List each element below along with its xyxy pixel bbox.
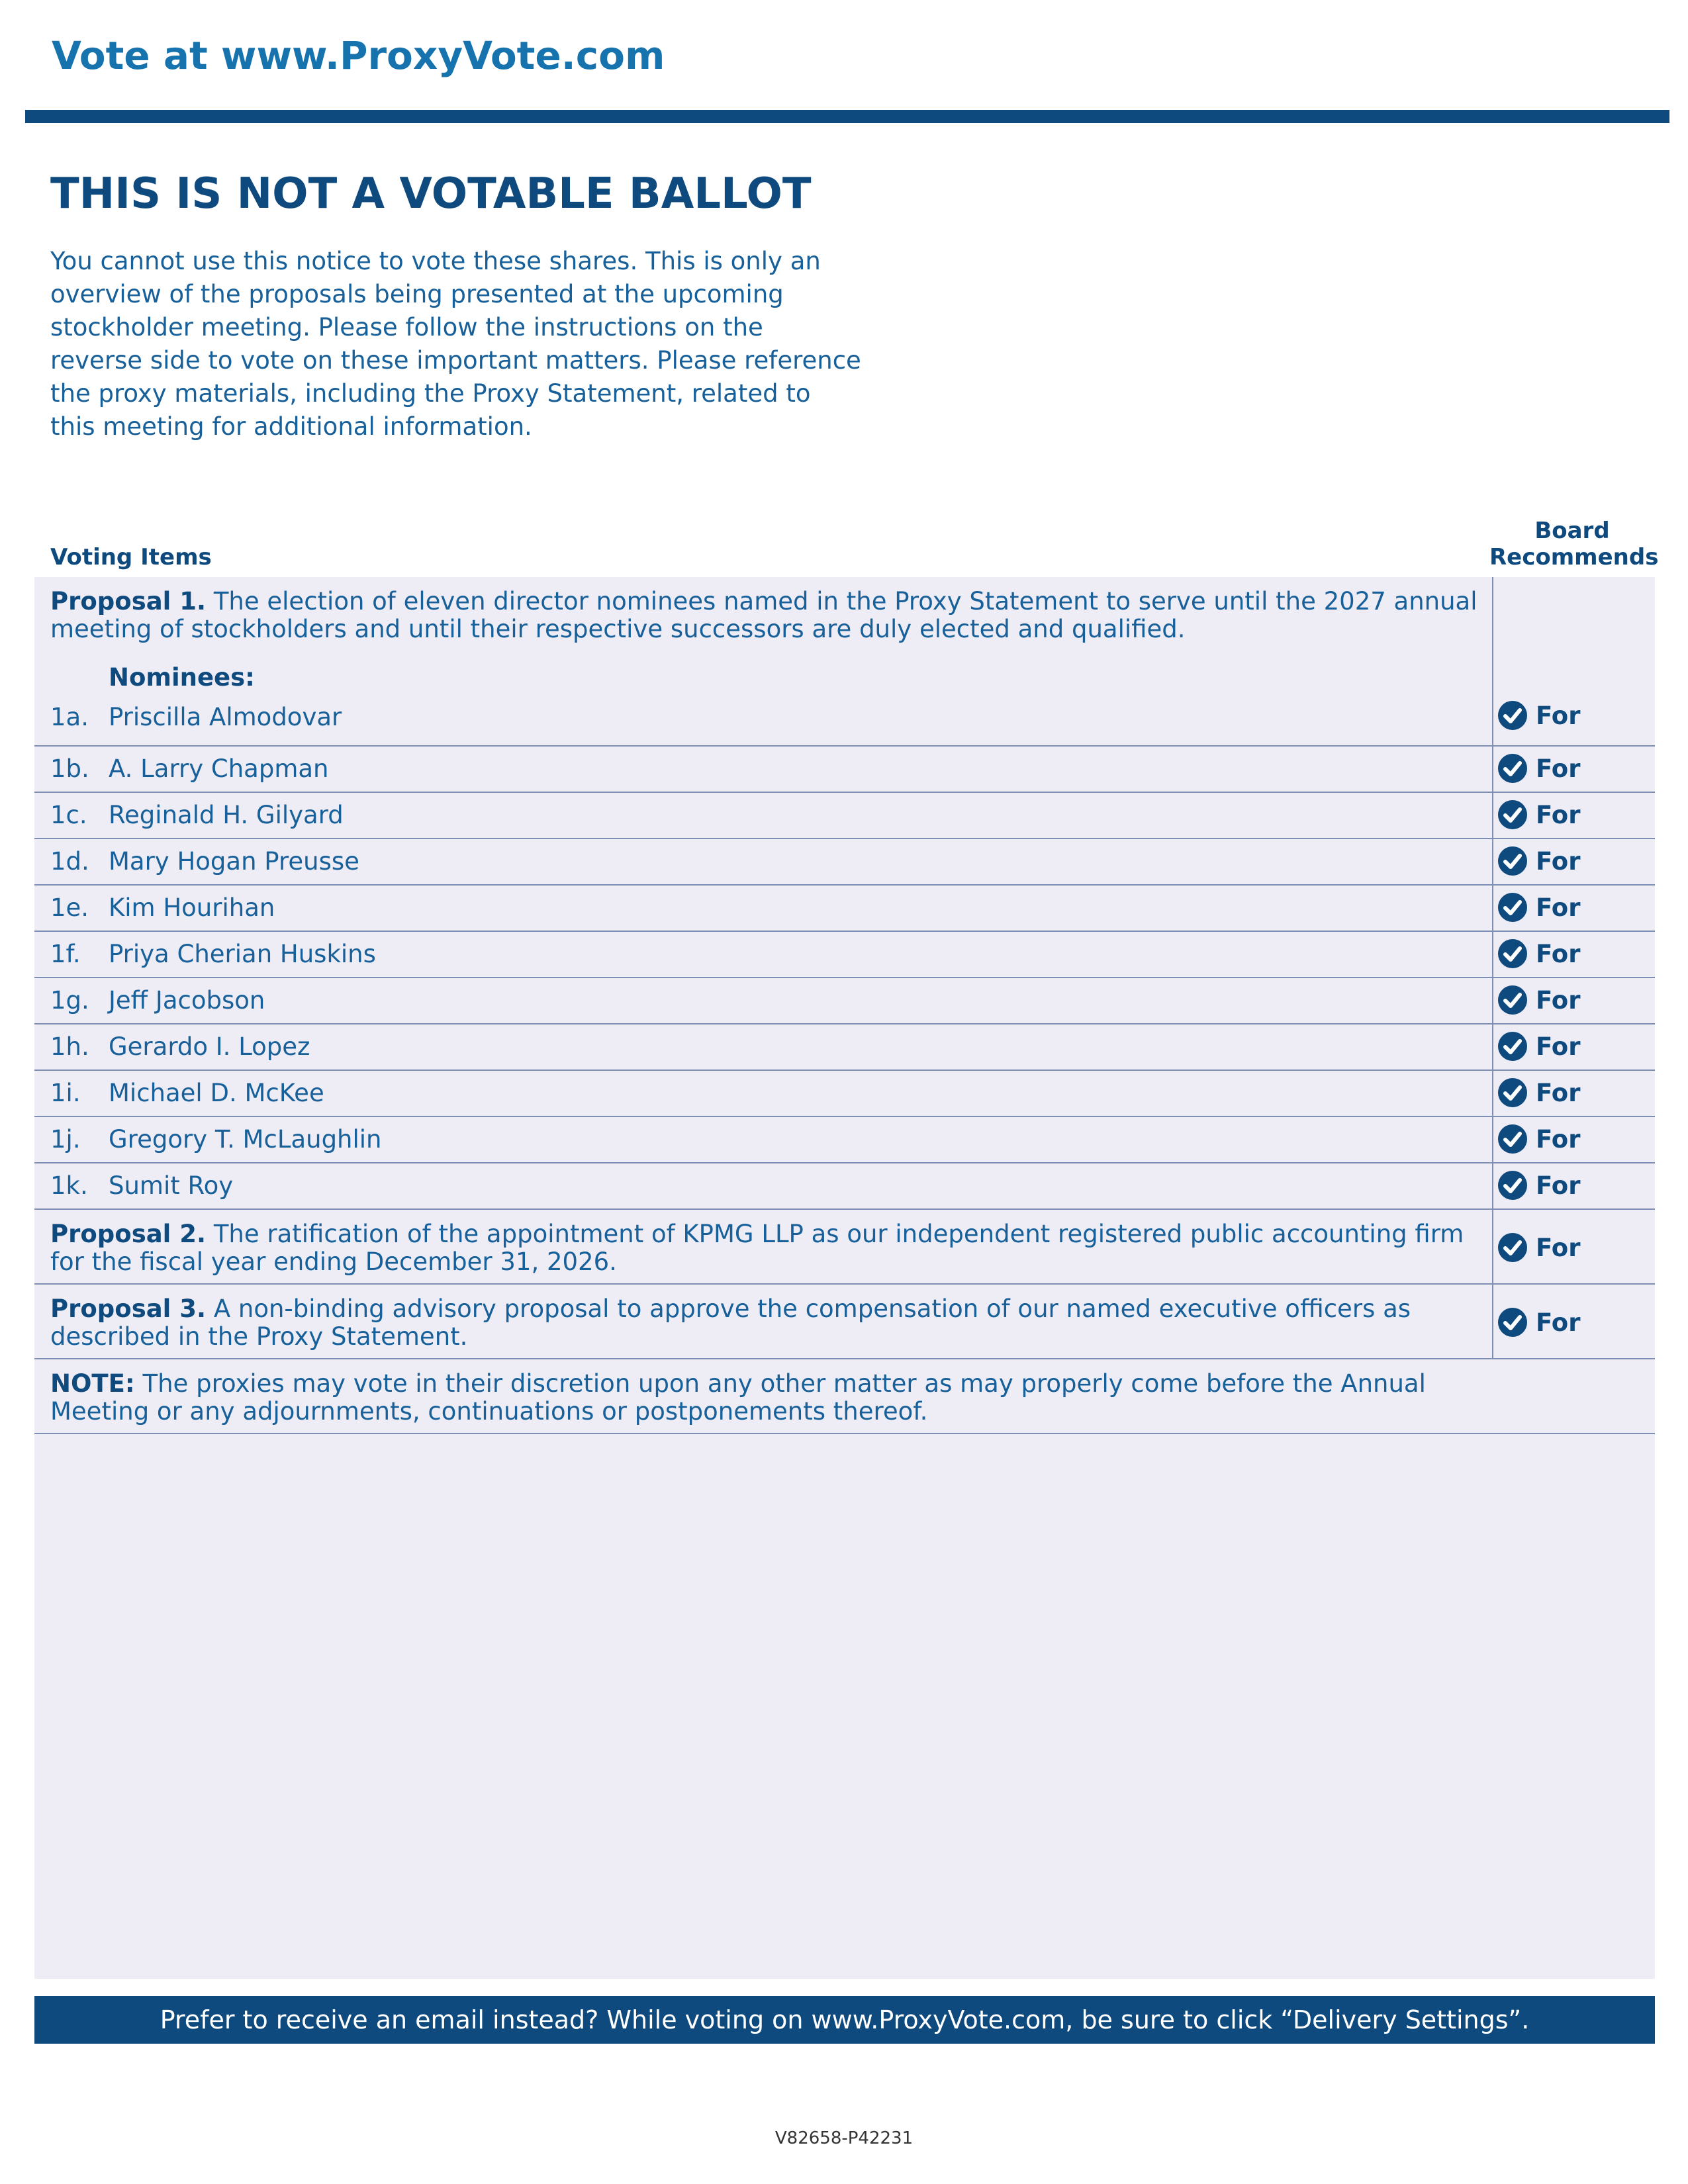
proposal-3-label: Proposal 3.: [50, 1295, 207, 1323]
check-circle-icon: [1497, 1077, 1528, 1108]
board-recommendation: [1497, 699, 1580, 732]
nominee-id: 1k.: [50, 1171, 88, 1200]
recommendation-label: For: [1536, 846, 1581, 876]
nominee-name: Gregory T. McLaughlin: [109, 1125, 382, 1154]
board-header-line1: Board: [1534, 518, 1610, 544]
note-description: The proxies may vote in their discretion upon any other matter as may properly come before the Annual Meeting or any adjournments, continuations or postponements thereof.: [50, 1369, 1426, 1426]
intro-line: reverse side to vote on these important matters. Please reference: [50, 346, 861, 375]
intro-paragraph: [50, 245, 861, 443]
recommendation-label: For: [1536, 754, 1581, 783]
voting-items-header: Voting Items: [50, 544, 212, 570]
column-divider: [1492, 577, 1493, 1359]
recommendation-label: For: [1536, 1308, 1581, 1337]
recommendation-label: For: [1536, 1124, 1581, 1154]
recommendation-label: For: [1536, 1233, 1581, 1262]
board-recommendation: [1497, 1306, 1580, 1339]
proposal-3-row: [34, 1285, 1655, 1359]
recommendation-label: For: [1536, 1032, 1581, 1061]
intro-line: stockholder meeting. Please follow the instructions on the: [50, 313, 763, 341]
board-recommendation: [1497, 1076, 1580, 1109]
vote-url-header[interactable]: Vote at www.ProxyVote.com: [52, 33, 665, 78]
proposal-1-label: Proposal 1.: [50, 587, 207, 615]
nominee-row: [34, 886, 1655, 932]
nominee-row: [34, 747, 1655, 793]
nominee-row: [34, 1163, 1655, 1210]
recommendation-label: For: [1536, 800, 1581, 829]
proposal-1-row: [34, 577, 1655, 747]
nominee-name: Priscilla Almodovar: [109, 703, 342, 731]
recommendation-label: For: [1536, 1171, 1581, 1200]
board-recommends-header: [1489, 518, 1659, 570]
intro-line: the proxy materials, including the Proxy Statement, related to: [50, 379, 811, 408]
document-code: V82658-P42231: [774, 2128, 914, 2148]
board-recommendation: [1497, 752, 1580, 785]
nominee-row: [34, 1024, 1655, 1071]
nominee-id: 1b.: [50, 754, 89, 783]
nominee-name: Reginald H. Gilyard: [109, 801, 344, 829]
note-label: NOTE:: [50, 1369, 135, 1398]
check-circle-icon: [1497, 846, 1528, 876]
proposal-1-description: The election of eleven director nominees named in the Proxy Statement to serve until the 2027 annual meeting of stockholders and until their respective successors are duly elected and qualified.: [50, 587, 1477, 643]
proposal-1-text: [50, 588, 1480, 643]
header-rule: [25, 110, 1669, 123]
check-circle-icon: [1497, 700, 1528, 731]
nominee-name: Priya Cherian Huskins: [109, 940, 376, 968]
intro-line: overview of the proposals being presented at the upcoming: [50, 280, 784, 308]
nominee-row: [34, 978, 1655, 1024]
check-circle-icon: [1497, 1232, 1528, 1263]
board-recommendation: [1497, 798, 1580, 831]
recommendation-label: For: [1536, 985, 1581, 1015]
note-row: [34, 1359, 1655, 1434]
nominee-id: 1e.: [50, 893, 89, 922]
board-recommendation: [1497, 1122, 1580, 1156]
nominee-row: [34, 793, 1655, 839]
check-circle-icon: [1497, 892, 1528, 923]
intro-line: You cannot use this notice to vote these shares. This is only an: [50, 247, 821, 275]
check-circle-icon: [1497, 985, 1528, 1015]
board-recommendation: [1497, 844, 1580, 878]
proposal-2-text: [50, 1220, 1480, 1276]
nominee-row: [34, 1117, 1655, 1163]
voting-items-panel: [34, 577, 1655, 1979]
proposal-3-description: A non-binding advisory proposal to approve the compensation of our named executive officers as described in the Proxy Statement.: [50, 1295, 1411, 1351]
nominee-id: 1f.: [50, 940, 81, 968]
board-header-line2: Recommends: [1489, 544, 1659, 570]
check-circle-icon: [1497, 1124, 1528, 1154]
intro-line: this meeting for additional information.: [50, 412, 532, 441]
nominees-label: Nominees:: [109, 663, 255, 692]
recommendation-label: For: [1536, 1078, 1581, 1107]
note-text: [50, 1370, 1480, 1426]
check-circle-icon: [1497, 799, 1528, 830]
board-recommendation: [1497, 1169, 1580, 1202]
nominee-row: [34, 1071, 1655, 1117]
check-circle-icon: [1497, 1170, 1528, 1201]
nominee-row: [34, 839, 1655, 886]
check-circle-icon: [1497, 938, 1528, 969]
recommendation-label: For: [1536, 701, 1581, 730]
nominee-row: [34, 932, 1655, 978]
nominee-id: 1g.: [50, 986, 89, 1015]
nominee-name: Jeff Jacobson: [109, 986, 265, 1015]
nominee-name: Gerardo I. Lopez: [109, 1032, 310, 1061]
nominee-id: 1a.: [50, 703, 89, 731]
nominee-id: 1h.: [50, 1032, 89, 1061]
board-recommendation: [1497, 937, 1580, 970]
nominee-id: 1i.: [50, 1079, 81, 1107]
board-recommendation: [1497, 1030, 1580, 1063]
nominee-id: 1j.: [50, 1125, 81, 1154]
check-circle-icon: [1497, 1031, 1528, 1062]
check-circle-icon: [1497, 753, 1528, 784]
ballot-title: THIS IS NOT A VOTABLE BALLOT: [50, 169, 812, 218]
recommendation-label: For: [1536, 939, 1581, 968]
proposal-2-description: The ratification of the appointment of KPMG LLP as our independent registered public accounting firm for the fiscal year ending December 31, 2026.: [50, 1220, 1464, 1276]
proposal-3-text: [50, 1295, 1480, 1351]
nominee-name: Kim Hourihan: [109, 893, 275, 922]
recommendation-label: For: [1536, 893, 1581, 922]
nominee-name: A. Larry Chapman: [109, 754, 329, 783]
check-circle-icon: [1497, 1307, 1528, 1338]
nominee-id: 1d.: [50, 847, 89, 876]
nominee-name: Mary Hogan Preusse: [109, 847, 359, 876]
nominee-name: Sumit Roy: [109, 1171, 234, 1200]
board-recommendation: [1497, 983, 1580, 1017]
board-recommendation: [1497, 1231, 1580, 1264]
proposal-2-label: Proposal 2.: [50, 1220, 207, 1248]
proposal-2-row: [34, 1210, 1655, 1285]
board-recommendation: [1497, 891, 1580, 924]
email-delivery-banner: Prefer to receive an email instead? While voting on www.ProxyVote.com, be sure to click “Delivery Settings”.: [34, 1996, 1655, 2044]
nominee-name: Michael D. McKee: [109, 1079, 324, 1107]
nominee-id: 1c.: [50, 801, 87, 829]
